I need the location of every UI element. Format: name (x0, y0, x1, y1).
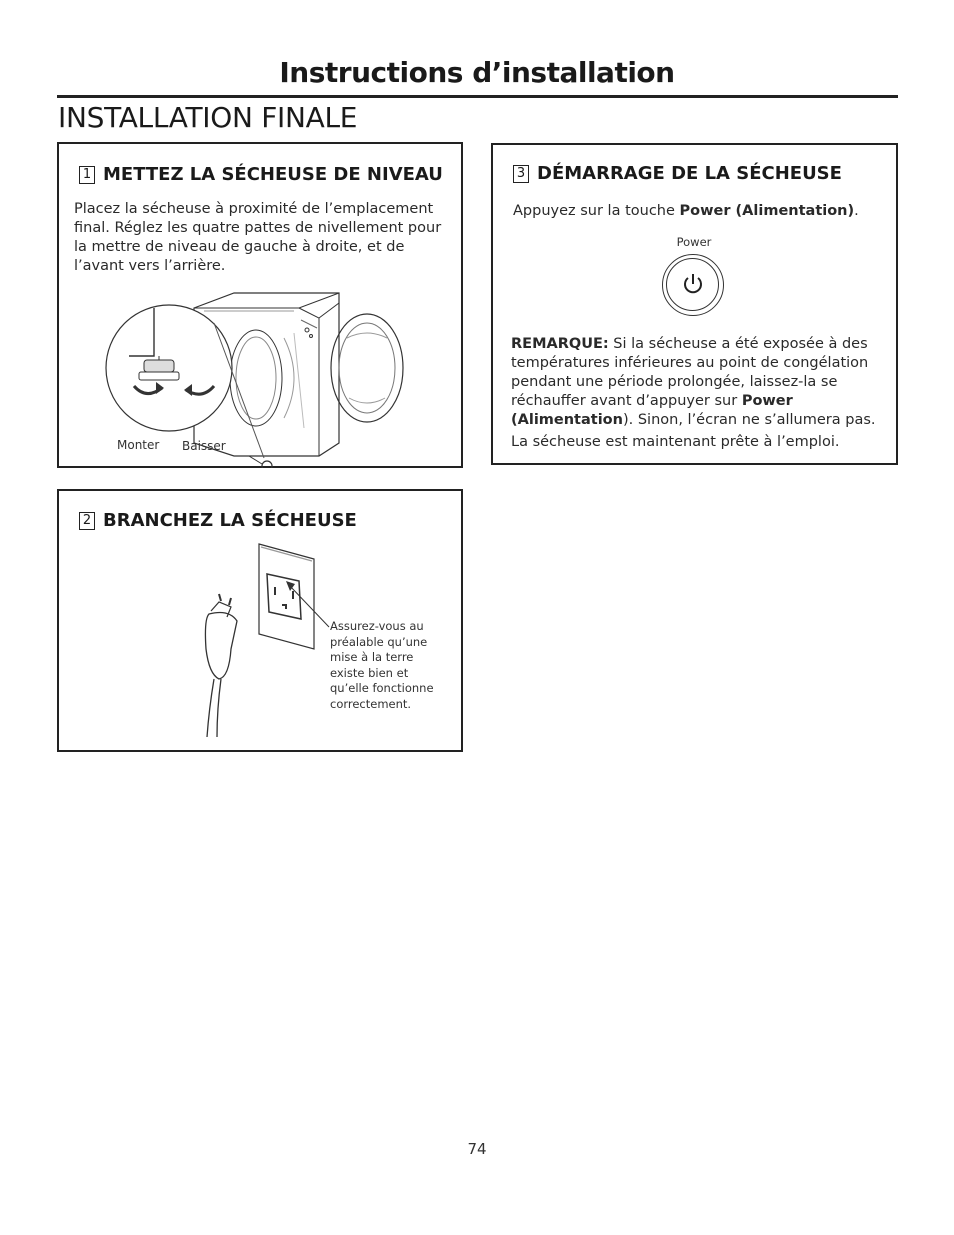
step1-number: 1 (79, 166, 95, 184)
step3-intro (513, 202, 883, 221)
note-line: qu’elle fonctionne (330, 681, 434, 695)
step2-heading (79, 510, 357, 531)
note-line: mise à la terre (330, 650, 414, 664)
header-rule (57, 95, 898, 98)
step3-number: 3 (513, 165, 529, 183)
page-number: 74 (467, 1140, 487, 1158)
step3-intro-text: Appuyez sur la touche (513, 203, 680, 219)
step1-heading (79, 164, 443, 185)
label-up: Monter (117, 438, 160, 452)
note-line: préalable qu’une (330, 634, 428, 649)
step3-intro-bold: Power (Alimentation) (679, 203, 855, 219)
remark-label: REMARQUE: (511, 336, 609, 352)
step3-heading (513, 163, 842, 184)
step1-box (57, 142, 463, 468)
note-line: Assurez-vous au (330, 619, 424, 633)
section-title: INSTALLATION FINALE (58, 101, 358, 134)
power-button[interactable] (662, 254, 724, 316)
step2-box (57, 489, 463, 752)
step3-ready: La sécheuse est maintenant prête à l’emploi. (511, 434, 840, 450)
remark-bold: Power (Alimentation (511, 393, 793, 428)
step3-box (491, 143, 898, 465)
step3-title: DÉMARRAGE DE LA SÉCHEUSE (537, 163, 842, 184)
note-line: correctement. (330, 696, 412, 711)
step3-intro-suffix: . (854, 203, 859, 219)
grounding-note (330, 619, 460, 712)
step2-title: BRANCHEZ LA SÉCHEUSE (103, 510, 357, 531)
step1-body: Placez la sécheuse à proximité de l’emplacement final. Réglez les quatre pattes de nivellement pour la mettre de niveau de gauche à droite, et de l’avant vers l’arrière. (74, 201, 442, 274)
label-down: Baisser (182, 439, 226, 453)
step3-remark (511, 335, 881, 430)
power-label: Power (676, 235, 712, 249)
note-line: existe bien et (330, 665, 409, 680)
step2-number: 2 (79, 512, 95, 530)
power-icon (681, 272, 705, 296)
remark-text: Si la sécheuse a été exposée à des températures inférieures au point de congélation pendant une période prolongée, laissez-la se réchauffer avant d’appuyer sur (511, 336, 869, 409)
remark-tail: ). Sinon, l’écran ne s’allumera pas. (622, 412, 876, 428)
document-title: Instructions d’installation (279, 56, 675, 89)
step1-title: METTEZ LA SÉCHEUSE DE NIVEAU (103, 164, 443, 185)
